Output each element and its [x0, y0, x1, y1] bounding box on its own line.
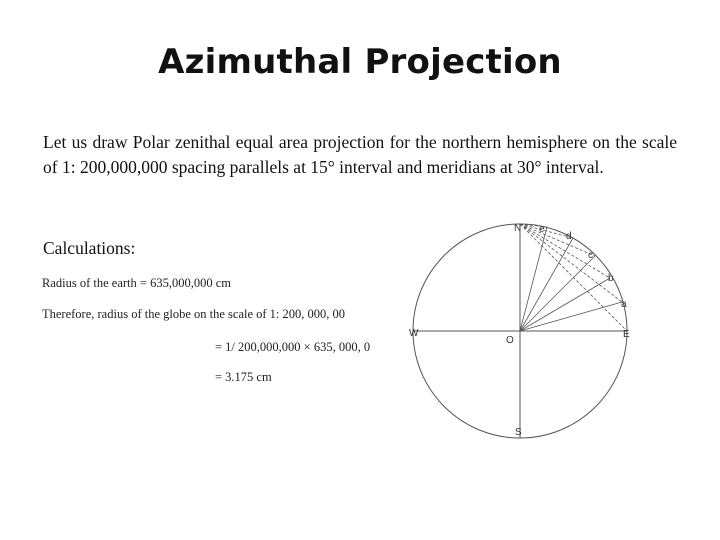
label-origin: O [506, 335, 514, 346]
calc-line-result: = 3.175 cm [215, 370, 272, 384]
radial-lines [520, 227, 622, 331]
label-east: E [623, 329, 630, 340]
label-c: c [588, 250, 593, 261]
label-b: b [608, 273, 614, 284]
label-south: S [515, 427, 522, 438]
label-n: N [514, 223, 522, 234]
label-e-small: e [539, 224, 545, 235]
slide-title: Azimuthal Projection [158, 42, 562, 82]
calc-line-globe-radius: Therefore, radius of the globe on the scale of 1: 200, 000, 00 [42, 307, 346, 321]
projection-diagram [395, 218, 640, 443]
intro-paragraph: Let us draw Polar zenithal equal area projection for the northern hemisphere on the scale of 1: 200,000,000 spacing parallels at 15° interval and meridians at 30° interval. [43, 132, 677, 177]
label-d: d [566, 231, 572, 242]
calc-line-radius-earth: Radius of the earth = 635,000,000 cm [42, 276, 231, 290]
calculations-block [40, 270, 390, 390]
calc-line-formula: = 1/ 200,000,000 × 635, 000, 0 [215, 340, 371, 354]
label-west: W [409, 328, 419, 339]
calculations-heading: Calculations: [43, 238, 136, 258]
label-a: a [621, 299, 627, 310]
